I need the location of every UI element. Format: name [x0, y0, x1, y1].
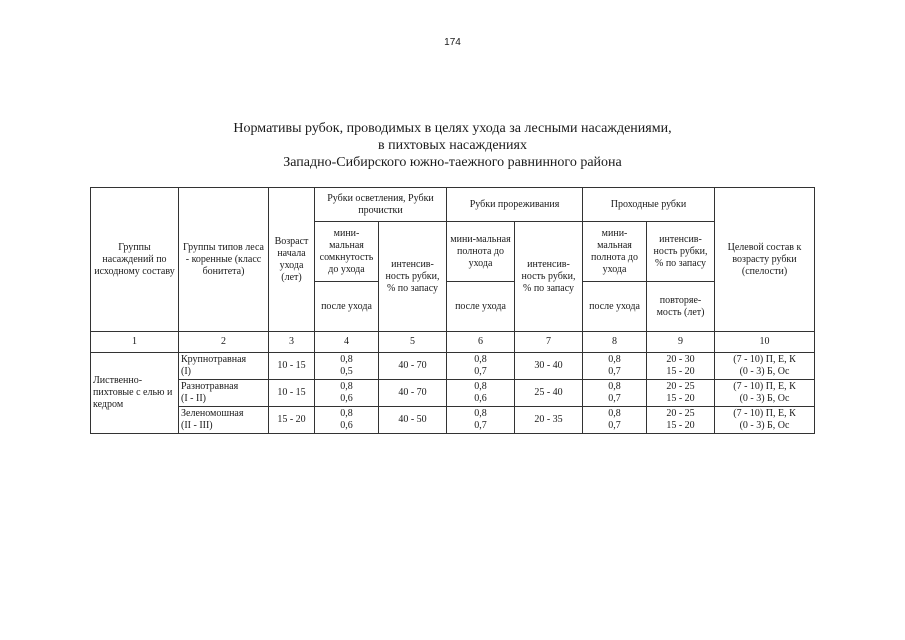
repeat-value: 15 - 20 — [666, 366, 695, 377]
table-row — [91, 407, 815, 434]
value-before: 0,8 — [474, 381, 487, 392]
header-after-2: после ухода — [447, 282, 515, 332]
min-density-cell — [315, 380, 379, 407]
intensity-cell: 40 - 70 — [379, 353, 447, 380]
column-number: 2 — [179, 332, 269, 353]
column-number: 5 — [379, 332, 447, 353]
intensity-value: 20 - 30 — [666, 354, 695, 365]
value-before: 0,8 — [340, 381, 353, 392]
target-secondary: (0 - 3) Б, Ос — [739, 366, 790, 377]
column-number: 9 — [647, 332, 715, 353]
header-target: Целевой состав к возрасту рубки (спелости) — [715, 188, 815, 332]
forest-type-name: Разнотравная — [181, 381, 239, 392]
forest-type-name: Крупнотравная — [181, 354, 247, 365]
repeat-value: 15 - 20 — [666, 393, 695, 404]
intensity-cell: 40 - 50 — [379, 407, 447, 434]
min-fullness-cell — [583, 353, 647, 380]
min-fullness-cell — [447, 353, 515, 380]
header-intensity-2: интенсив-ность рубки, % по запасу — [515, 222, 583, 332]
min-fullness-cell — [447, 380, 515, 407]
min-fullness-cell — [583, 380, 647, 407]
intensity-value: 20 - 25 — [666, 408, 695, 419]
header-thinning: Рубки прореживания — [447, 188, 583, 222]
repeat-value: 15 - 20 — [666, 420, 695, 431]
value-after: 0,6 — [474, 393, 487, 404]
min-fullness-cell — [583, 407, 647, 434]
forest-type-cell — [179, 353, 269, 380]
column-number: 1 — [91, 332, 179, 353]
value-after: 0,6 — [340, 393, 353, 404]
intensity-repeat-cell — [647, 407, 715, 434]
target-main: (7 - 10) П, Е, К — [733, 354, 796, 365]
value-after: 0,6 — [340, 420, 353, 431]
forest-type-cell — [179, 380, 269, 407]
forest-type-class: (II - III) — [181, 420, 213, 431]
header-min-density: мини-мальная сомкнутость до ухода — [315, 222, 379, 282]
value-after: 0,7 — [474, 366, 487, 377]
value-before: 0,8 — [608, 408, 621, 419]
header-age: Возраст начала ухода (лет) — [269, 188, 315, 332]
value-after: 0,5 — [340, 366, 353, 377]
column-number: 6 — [447, 332, 515, 353]
table-row — [91, 353, 815, 380]
forest-type-name: Зеленомошная — [181, 408, 244, 419]
target-composition-cell — [715, 407, 815, 434]
header-intensity-1: интенсив-ность рубки, % по запасу — [379, 222, 447, 332]
value-after: 0,7 — [608, 393, 621, 404]
min-fullness-cell — [447, 407, 515, 434]
column-number: 4 — [315, 332, 379, 353]
header-min-fullness-1: мини-мальная полнота до ухода — [447, 222, 515, 282]
title-line-1: Нормативы рубок, проводимых в целях ухода за лесными насаждениями, — [233, 121, 672, 136]
value-after: 0,7 — [474, 420, 487, 431]
title-line-2: в пихтовых насаждениях — [378, 138, 527, 153]
min-density-cell — [315, 353, 379, 380]
intensity-repeat-cell — [647, 353, 715, 380]
intensity-repeat-cell — [647, 380, 715, 407]
age-cell: 10 - 15 — [269, 380, 315, 407]
forest-type-class: (I - II) — [181, 393, 206, 404]
target-main: (7 - 10) П, Е, К — [733, 381, 796, 392]
table-row — [91, 380, 815, 407]
value-after: 0,7 — [608, 420, 621, 431]
header-clearing: Рубки осветления, Рубки прочистки — [315, 188, 447, 222]
forest-type-cell — [179, 407, 269, 434]
target-secondary: (0 - 3) Б, Ос — [739, 420, 790, 431]
intensity-value: 20 - 25 — [666, 381, 695, 392]
column-number: 10 — [715, 332, 815, 353]
header-group: Группы насаждений по исходному составу — [91, 188, 179, 332]
intensity-cell: 25 - 40 — [515, 380, 583, 407]
value-before: 0,8 — [340, 408, 353, 419]
forest-type-class: (I) — [181, 366, 191, 377]
header-repeat: повторяе-мость (лет) — [647, 282, 715, 332]
intensity-cell: 20 - 35 — [515, 407, 583, 434]
value-before: 0,8 — [474, 354, 487, 365]
norms-table — [90, 187, 815, 434]
header-after-3: после ухода — [583, 282, 647, 332]
target-composition-cell — [715, 353, 815, 380]
target-main: (7 - 10) П, Е, К — [733, 408, 796, 419]
intensity-cell: 40 - 70 — [379, 380, 447, 407]
target-composition-cell — [715, 380, 815, 407]
value-before: 0,8 — [474, 408, 487, 419]
column-number: 3 — [269, 332, 315, 353]
header-passage: Проходные рубки — [583, 188, 715, 222]
document-title — [0, 120, 905, 171]
value-before: 0,8 — [340, 354, 353, 365]
value-before: 0,8 — [608, 381, 621, 392]
column-number: 7 — [515, 332, 583, 353]
value-before: 0,8 — [608, 354, 621, 365]
min-density-cell — [315, 407, 379, 434]
age-cell: 10 - 15 — [269, 353, 315, 380]
target-secondary: (0 - 3) Б, Ос — [739, 393, 790, 404]
header-after-1: после ухода — [315, 282, 379, 332]
column-number: 8 — [583, 332, 647, 353]
age-cell: 15 - 20 — [269, 407, 315, 434]
group-label: Лиственно-пихтовые с елью и кедром — [91, 353, 179, 434]
column-number-row — [91, 332, 815, 353]
page-number: 174 — [444, 37, 461, 48]
title-line-3: Западно-Сибирского южно-таежного равнинного района — [283, 155, 622, 170]
header-min-fullness-2: мини-мальная полнота до ухода — [583, 222, 647, 282]
header-forest-types: Группы типов леса - коренные (класс бонитета) — [179, 188, 269, 332]
intensity-cell: 30 - 40 — [515, 353, 583, 380]
header-intensity-3: интенсив-ность рубки, % по запасу — [647, 222, 715, 282]
value-after: 0,7 — [608, 366, 621, 377]
